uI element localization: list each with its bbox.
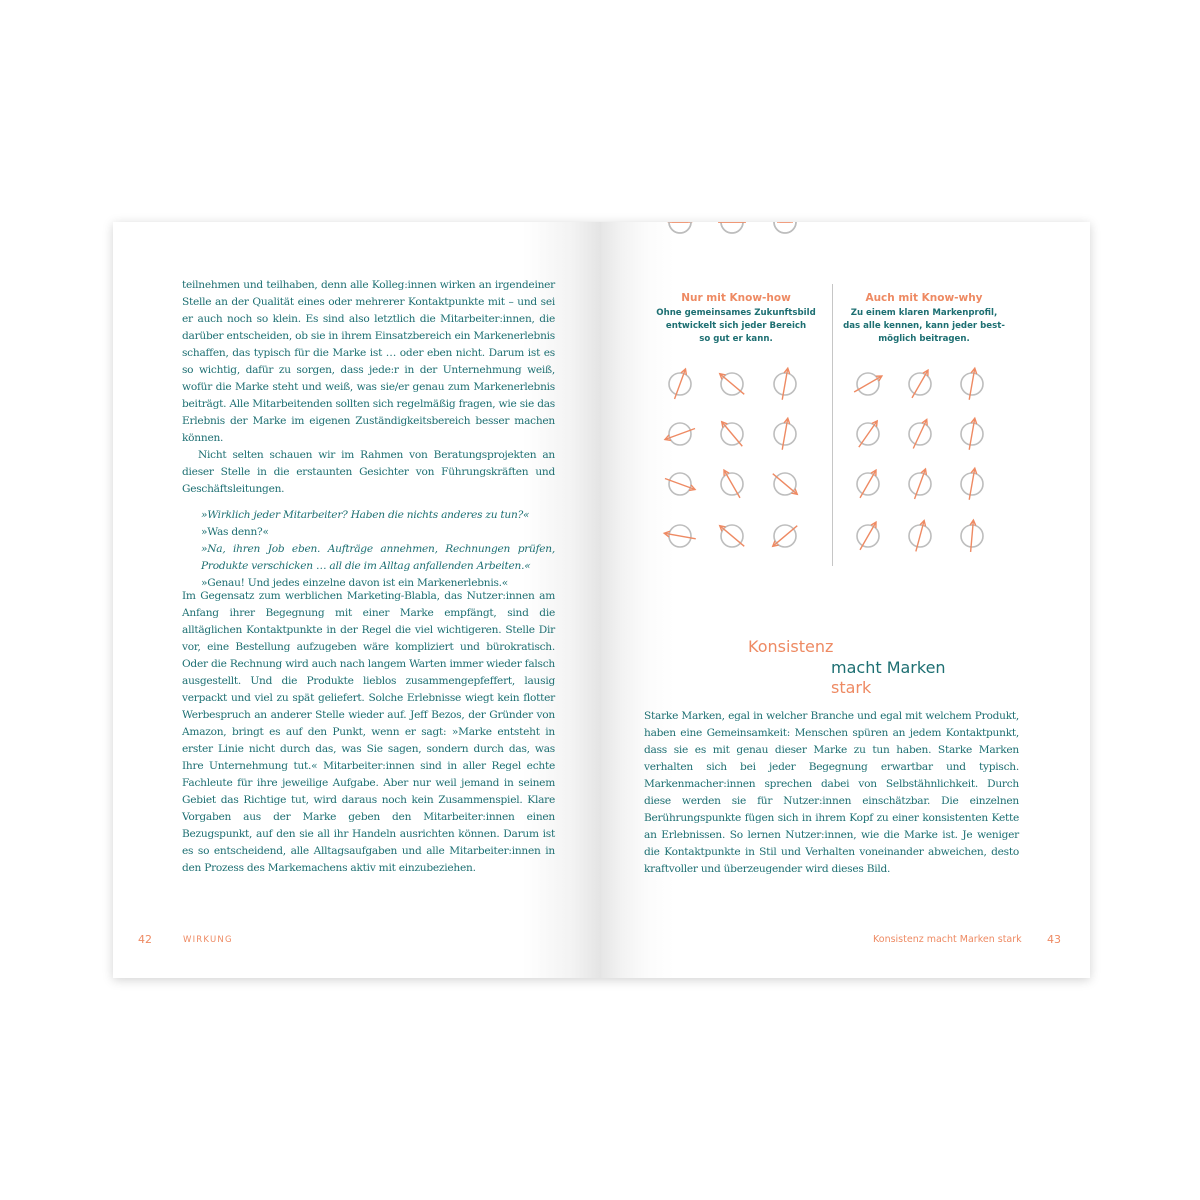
compass-circle — [669, 222, 691, 233]
scattered-arrow — [669, 222, 691, 233]
compass-circle — [669, 222, 691, 233]
aligned-arrow — [961, 520, 983, 552]
diagram-right-caption-line: möglich beitragen. — [878, 334, 970, 344]
page-number: 42 — [138, 933, 152, 946]
diagram-left-caption-line: so gut er kann. — [699, 334, 773, 344]
paragraph: teilnehmen und teilhaben, denn alle Kolleg:innen wirken an irgendeiner Stelle an der Qualität eines oder mehrerer Kontaktpunkte mit – und sei er auch noch so klein. Es sind also letztlich die Mitarbeiter:innen, die darüber entscheiden, ob sie in ihrem Einsatzbereich ein Markenerlebnis schaffen, das typisch für die Marke ist … oder eben nicht. Darum ist es so wichtig, dafür zu sorgen, dass jede:r in der Unternehmung weiß, wofür die Marke steht und weiß, was sie/er genau zum Markenerlebnis beiträgt. Alle Mitarbeitenden sollten sich regelmäßig fragen, wie sie das Erlebnis der Marke im eigenen Zuständigkeitsbereich besser machen können. — [182, 279, 555, 444]
section-heading-line: macht Marken — [831, 658, 946, 677]
scattered-arrow — [720, 373, 745, 395]
scattered-arrow — [774, 222, 796, 233]
aligned-arrow — [961, 418, 983, 450]
quote-line: »Was denn?« — [201, 526, 269, 538]
aligned-arrow — [857, 522, 879, 550]
aligned-arrow — [854, 373, 882, 395]
running-head: WIRKUNG — [183, 935, 233, 945]
scattered-arrow — [774, 418, 796, 450]
paragraph: Starke Marken, egal in welcher Branche und egal mit welchem Produkt, haben eine Gemeinsamkeit: Menschen spüren an jedem Kontaktpunkt, dass sie es mit genau dieser Marke zu tun haben. Starke Marken verhalten sich bei jeder Begegnung erwartbar und typisch. Markenmacher:innen sprechen dabei von Selbstähnlichkeit. Durch diese werden sie für Nutzer:innen einschätzbar. Die einzelnen Berührungspunkte fügen sich in ihrem Kopf zu einer konsistenten Kette an Erlebnissen. So lernen Nutzer:innen, wie die Marke ist. Je weniger die Kontaktpunkte in Stil und Verhalten voneinander abweichen, desto kraftvoller und überzeugender wird dieses Bild. — [644, 710, 1019, 875]
scattered-arrow — [664, 525, 696, 547]
scattered-arrow — [665, 473, 695, 495]
left-body-text — [182, 277, 555, 592]
diagram-left-heading: Nur mit Know-how — [681, 292, 791, 304]
scattered-arrow — [720, 525, 745, 547]
left-page — [113, 222, 601, 978]
compass-circle — [721, 222, 743, 233]
scattered-arrow — [669, 369, 691, 399]
aligned-arrow — [909, 469, 931, 499]
diagram-left-caption-line: Ohne gemeinsames Zukunftsbild — [656, 308, 816, 318]
quote-line: »Na, ihren Job eben. Aufträge annehmen, Rechnungen prüfen, Produkte verschicken … all die im Alltag anfallenden Arbeiten.« — [201, 543, 555, 572]
book-spread — [113, 222, 1090, 978]
diagram-left-caption-line: entwickelt sich jeder Bereich — [665, 321, 807, 331]
scattered-arrow — [773, 473, 798, 495]
aligned-arrow — [857, 470, 879, 498]
right-body-text — [644, 708, 1019, 878]
scattered-arrow — [774, 222, 796, 233]
compass-circle — [774, 222, 796, 233]
scattered-arrow — [721, 422, 743, 447]
dialogue-quote — [182, 507, 555, 592]
compass-arrow-diagram — [601, 222, 1090, 582]
quote-line: »Wirklich jeder Mitarbeiter? Haben die nichts anderes zu tun?« — [201, 509, 530, 521]
aligned-arrow — [909, 419, 931, 448]
scattered-arrow — [668, 222, 693, 233]
left-body-text-2 — [182, 588, 555, 877]
scattered-arrow — [774, 368, 796, 400]
aligned-arrow — [961, 468, 983, 500]
diagram-right-caption-line: das alle kennen, kann jeder best- — [843, 321, 1005, 331]
scattered-arrow — [665, 423, 695, 445]
quote-line: »Genau! Und jedes einzelne davon ist ein Markenerlebnis.« — [201, 577, 508, 589]
paragraph: Im Gegensatz zum werblichen Marketing-Blabla, das Nutzer:innen am Anfang ihrer Begegnung mit einer Marke empfängt, sind die alltäglichen Kontaktpunkte in der Regel die viel wichtigeren. Stelle Dir vor, eine Bestellung aufzugeben wäre kompliziert und bürokratisch. Oder die Rechnung wird auch nach langem Warten immer wieder falsch ausgestellt. Und die Produkte lieblos zusammengepfeffert, lausig verpackt und viel zu spät geliefert. Solche Erlebnisse wiegt kein flotter Werbespruch an anderer Stelle wieder auf. Jeff Bezos, der Gründer von Amazon, bringt es auf den Punkt, wenn er sagt: »Marke entsteht in erster Linie nicht durch das, was Sie sagen, sondern durch das, was Ihre Unternehmung tut.« Mitarbeiter:innen sind in aller Regel echte Fachleute für ihre jeweilige Aufgabe. Aber nur weil jemand in seinem Gebiet das Richtige tut, wird daraus noch kein Zusammenspiel. Klare Vorgaben aus der Marke geben den Mitarbeiter:innen einen Bezugspunkt, auf den sie all ihr Handeln ausrichten können. Darum ist es so entscheidend, alle Alltagsaufgaben und alle Mitarbeiter:innen in den Prozess des Markemachens aktiv mit einzubeziehen. — [182, 590, 555, 874]
scattered-arrow — [718, 222, 746, 233]
aligned-arrow — [909, 370, 931, 398]
aligned-arrow — [909, 521, 931, 552]
compass-circle — [774, 222, 796, 233]
right-page — [601, 222, 1090, 978]
section-heading-line: stark — [831, 678, 872, 697]
scattered-arrow — [773, 525, 798, 547]
aligned-arrow — [857, 421, 879, 447]
page-number: 43 — [1047, 933, 1061, 946]
compass-circle — [721, 222, 743, 233]
paragraph: Nicht selten schauen wir im Rahmen von Beratungsprojekten an dieser Stelle in die erstaunten Gesichter von Führungskräften und Geschäftsleitungen. — [182, 449, 555, 495]
running-head: Konsistenz macht Marken stark — [873, 934, 1022, 945]
scattered-arrow — [721, 470, 743, 498]
section-heading-line: Konsistenz — [748, 637, 834, 656]
diagram-right-caption-line: Zu einem klaren Markenprofil, — [850, 308, 998, 318]
diagram-right-heading: Auch mit Know-why — [865, 292, 983, 304]
aligned-arrow — [961, 368, 983, 400]
